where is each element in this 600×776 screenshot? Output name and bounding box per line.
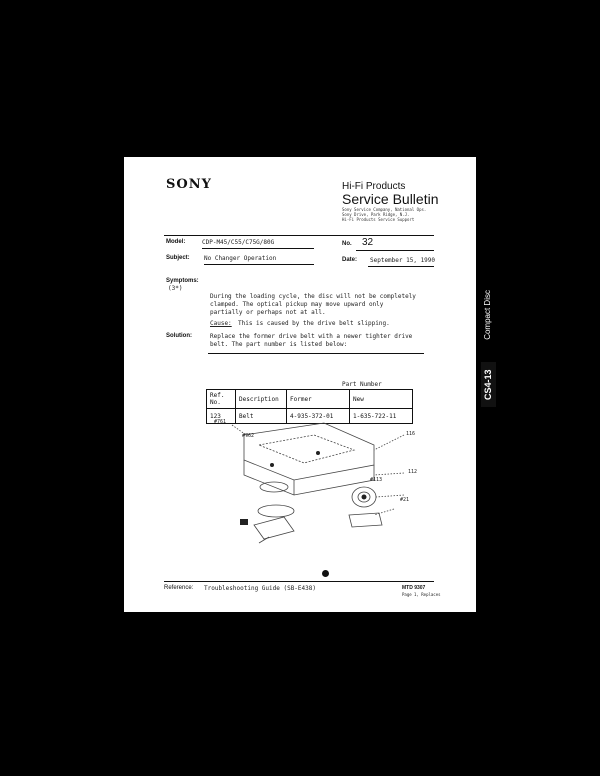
cause-text: This is caused by the drive belt slipping. [238, 320, 390, 327]
model-label: Model: [166, 239, 186, 245]
subject-label: Subject: [166, 255, 190, 261]
bulletin-title: Service Bulletin [342, 191, 439, 207]
symptoms-label: Symptoms: [166, 278, 199, 284]
header-cell: Former [287, 390, 350, 409]
no-underline [356, 250, 434, 251]
table-group-header: Part Number [342, 381, 382, 388]
no-label: No. [342, 241, 352, 247]
symptoms-text [210, 293, 416, 317]
footer-rule [164, 581, 434, 582]
product-line: Hi-Fi Products [342, 181, 406, 192]
table-top-rule [208, 353, 424, 354]
cause-label: Cause: [210, 320, 232, 327]
reference-text: Troubleshooting Guide (SB-E438) [204, 585, 316, 592]
header-cell: Ref. No. [207, 390, 236, 409]
changer-mechanism-diagram [214, 405, 414, 545]
callout-label: #21 [400, 497, 410, 503]
footer-code-page: Page 1, Replaces [402, 592, 441, 597]
symptoms-line: During the loading cycle, the disc will not be completely [210, 293, 416, 300]
solution-line: Replace the former drive belt with a newer tighter drive [210, 333, 413, 340]
callout-label: 112 [408, 469, 418, 475]
section-caption: Compact Disc [483, 290, 492, 340]
subject-underline [204, 264, 314, 265]
table-cell: 1-635-722-11 [350, 409, 413, 424]
subject-value: No Changer Operation [204, 255, 277, 262]
callout-label: #113 [370, 477, 383, 483]
company-line: Sony Service Company, National Ops. [342, 207, 427, 212]
symptoms-line: clamped. The optical pickup may move upward only [210, 301, 384, 308]
model-underline [202, 248, 314, 249]
callout-label: #762 [242, 433, 255, 439]
reference-label: Reference: [164, 585, 194, 591]
mechanism-drawing [232, 423, 404, 543]
footer-code: MTD 9307 [402, 585, 426, 591]
solution-line: belt. The part number is listed below: [210, 341, 348, 348]
header-rule [164, 235, 434, 236]
header-cell: Description [236, 390, 287, 409]
table-cell: Belt [236, 409, 287, 424]
table-cell: 123 [207, 409, 236, 424]
date-value: September 15, 1990 [370, 257, 436, 264]
mechanism-shading [240, 451, 367, 525]
model-value: CDP-M45/C55/C75G/80G [202, 239, 275, 246]
symptoms-sub: (3*) [168, 285, 183, 292]
table-cell: 4-935-372-01 [287, 409, 350, 424]
symptoms-line: partially or perhaps not at all. [210, 309, 326, 316]
company-line: Hi-Fi Products Service Support [342, 217, 415, 222]
page-mark [322, 570, 329, 577]
solution-text [210, 333, 412, 349]
callout-label: 116 [406, 431, 416, 437]
date-underline [368, 266, 434, 267]
bulletin-number: 32 [362, 237, 374, 248]
header-cell: New [350, 390, 413, 409]
solution-label: Solution: [166, 333, 192, 339]
bulletin-page [124, 157, 476, 612]
company-line: Sony Drive, Park Ridge, N.J. [342, 212, 410, 217]
sony-logo: SONY [166, 177, 212, 192]
date-label: Date: [342, 257, 358, 263]
section-tab: CS4-13 [481, 362, 496, 407]
company-address [342, 207, 426, 222]
callout-label: #761 [214, 419, 227, 425]
